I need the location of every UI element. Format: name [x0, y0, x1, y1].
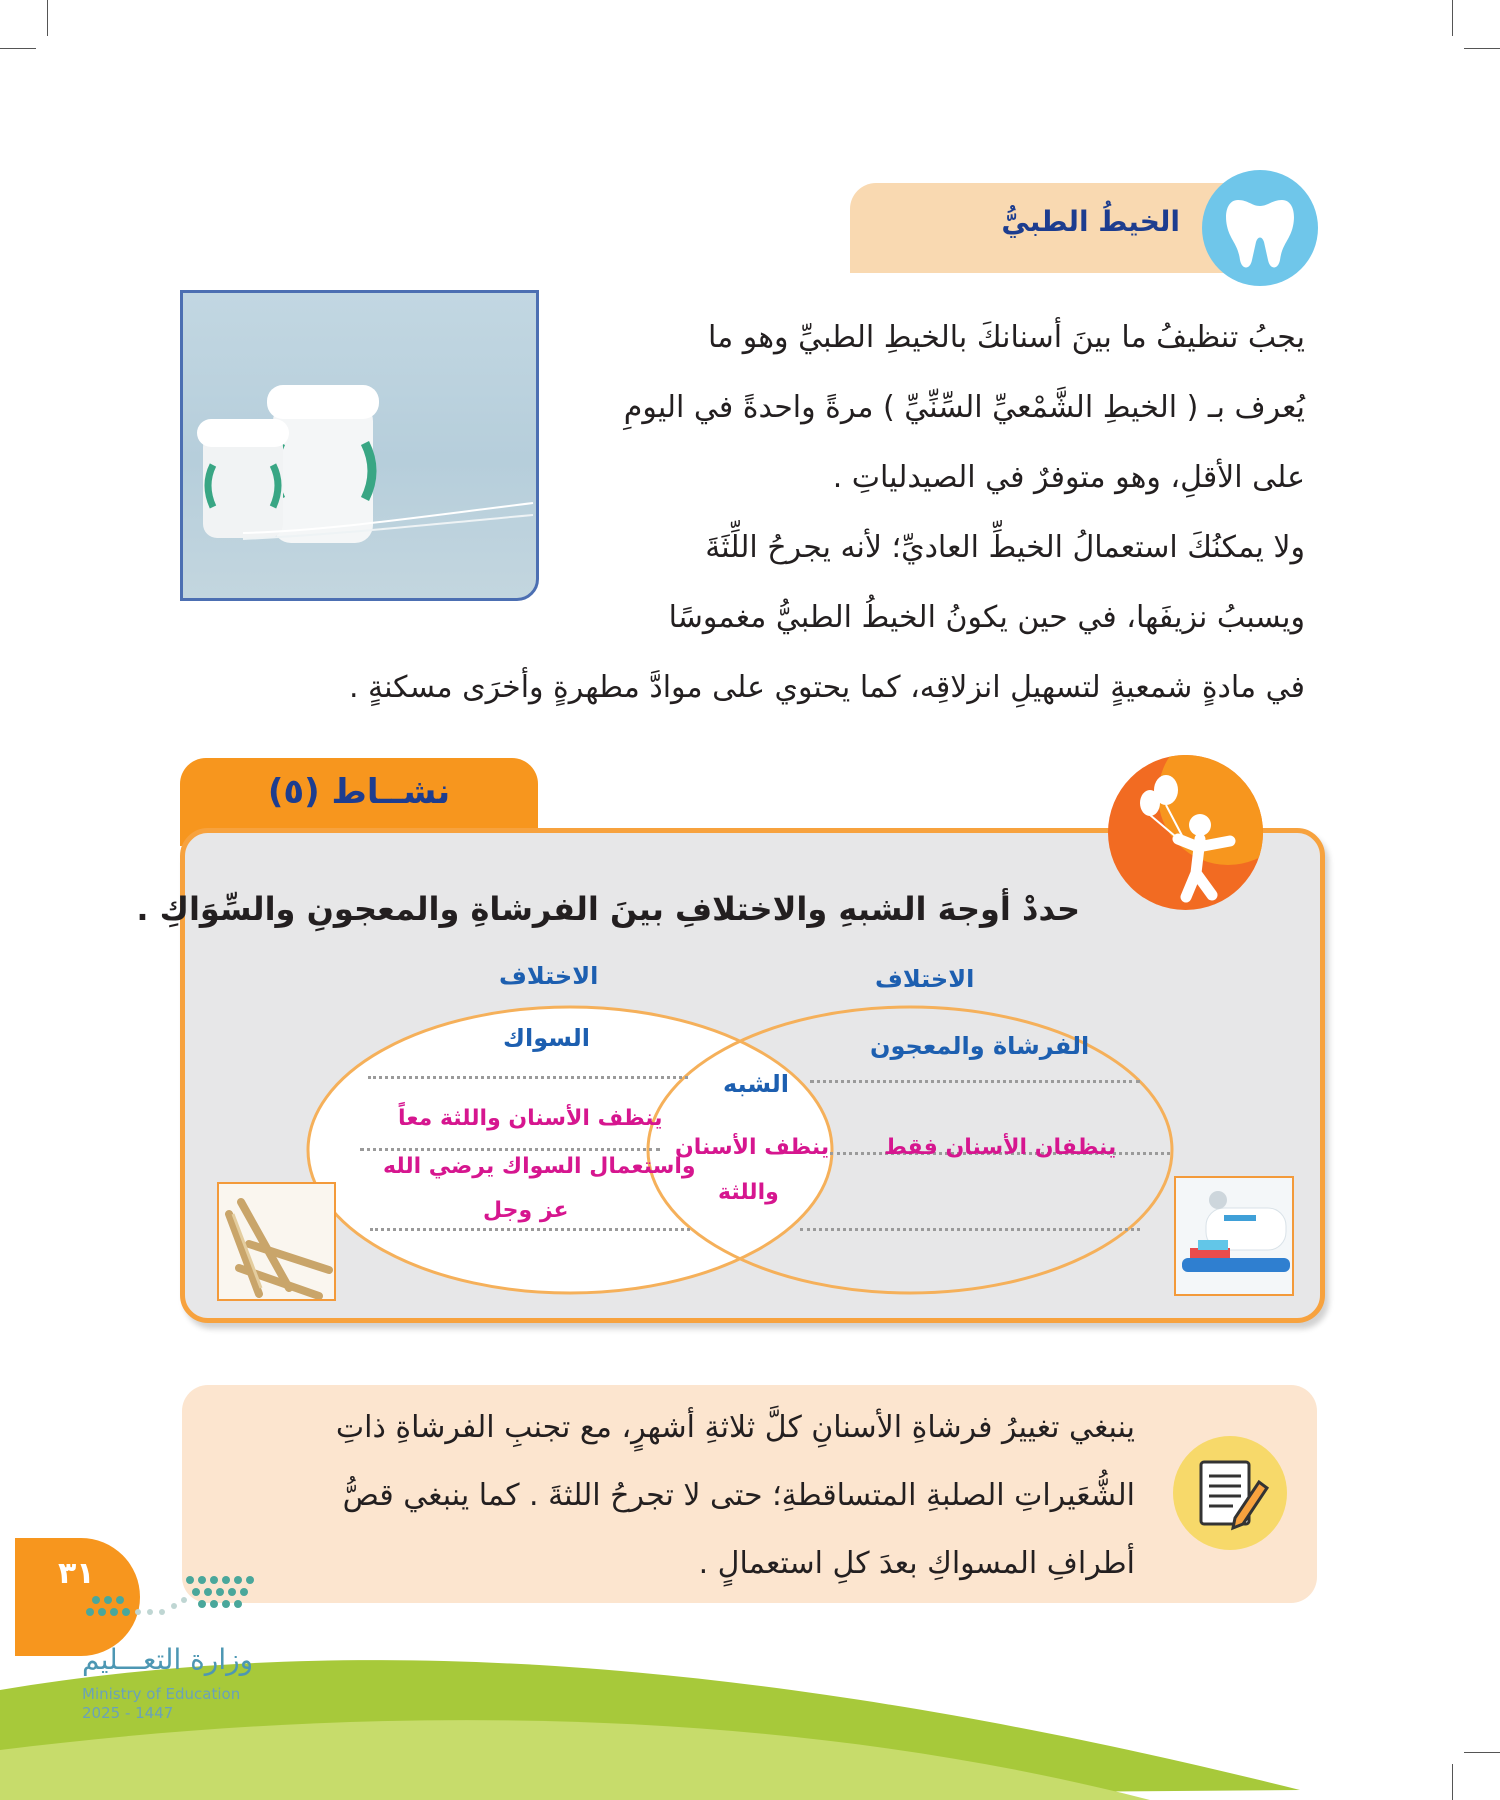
dental-floss-photo	[180, 290, 539, 601]
page-number: ٣١	[58, 1556, 95, 1591]
venn-difference-right-header: الاختلاف	[875, 965, 975, 993]
venn-right-subject: الفرشاة والمعجون	[870, 1032, 1090, 1060]
note-line: الشُّعَيراتِ الصلبةِ المتساقطةِ؛ حتى لا تجرحُ اللثةَ . كما ينبغي قصُّ	[342, 1478, 1135, 1513]
ministry-logo-dots	[80, 1562, 270, 1632]
venn-left-answer-line: واستعمال السواك يرضي الله	[383, 1154, 696, 1179]
venn-left-answer-line: عز وجل	[483, 1198, 569, 1223]
paragraph-line: على الأقلِ، وهو متوفرٌ في الصيدلياتِ .	[832, 460, 1305, 495]
ministry-name-arabic: وزارة التعـــليم	[82, 1643, 254, 1676]
activity-question: حددْ أوجهَ الشبهِ والاختلافِ بينَ الفرشاةِ والمعجونِ والسِّوَاكِ .	[136, 890, 1080, 928]
miswak-thumbnail	[217, 1182, 336, 1301]
paragraph-line: ويسببُ نزيفَها، في حين يكونُ الخيطُ الطبيُّ مغموسًا	[668, 600, 1305, 635]
dotted-line	[800, 1228, 1140, 1231]
venn-left-subject: السواك	[503, 1024, 590, 1052]
dotted-line	[360, 1148, 660, 1151]
paragraph-line: يجبُ تنظيفُ ما بينَ أسنانكَ بالخيطِ الطبيِّ وهو ما	[707, 320, 1305, 355]
paragraph-line: ولا يمكنُكَ استعمالُ الخيطِّ العاديِّ؛ لأنه يجرحُ اللِّثَةَ	[705, 530, 1305, 565]
dotted-line	[368, 1076, 688, 1079]
child-balloon-icon	[1108, 755, 1263, 910]
tooth-icon	[1202, 170, 1318, 286]
activity-title: نشــاط (٥)	[267, 772, 451, 812]
venn-right-answer: ينظفان الأسنان فقط	[884, 1135, 1117, 1160]
paragraph-line: يُعرف بـ ( الخيطِ الشَّمْعيِّ السِّنِّيِّ ) مرةً واحدةً في اليومِ	[623, 390, 1305, 425]
section-title: الخيطُ الطبيُّ	[1001, 205, 1180, 238]
venn-left-answer-line: ينظف الأسنان واللثة معاً	[398, 1106, 663, 1131]
crop-mark	[1452, 0, 1453, 36]
note-line: ينبغي تغييرُ فرشاةِ الأسنانِ كلَّ ثلاثةِ أشهرٍ، مع تجنبِ الفرشاةِ ذاتِ	[335, 1410, 1135, 1445]
venn-difference-left-header: الاختلاف	[499, 962, 599, 990]
note-line: أطرافِ المسواكِ بعدَ كلِ استعمالٍ .	[698, 1546, 1135, 1581]
venn-middle-header: الشبه	[723, 1070, 790, 1098]
crop-mark	[1464, 48, 1500, 49]
paragraph-line: في مادةٍ شمعيةٍ لتسهيلِ انزلاقِه، كما يحتوي على موادَّ مطهرةٍ وأخرَى مسكنةٍ .	[348, 670, 1305, 705]
dotted-line	[810, 1080, 1140, 1083]
crop-mark	[47, 0, 48, 36]
notepad-pencil-icon	[1173, 1436, 1287, 1550]
dotted-line	[370, 1228, 690, 1231]
ministry-name-english: Ministry of Education	[82, 1685, 241, 1703]
venn-middle-answer-line: واللثة	[718, 1180, 779, 1205]
toothbrush-toothpaste-thumbnail	[1174, 1176, 1294, 1296]
ministry-year: 2025 - 1447	[82, 1704, 174, 1722]
venn-middle-answer-line: ينظف الأسنان	[675, 1135, 830, 1160]
crop-mark	[0, 48, 36, 49]
